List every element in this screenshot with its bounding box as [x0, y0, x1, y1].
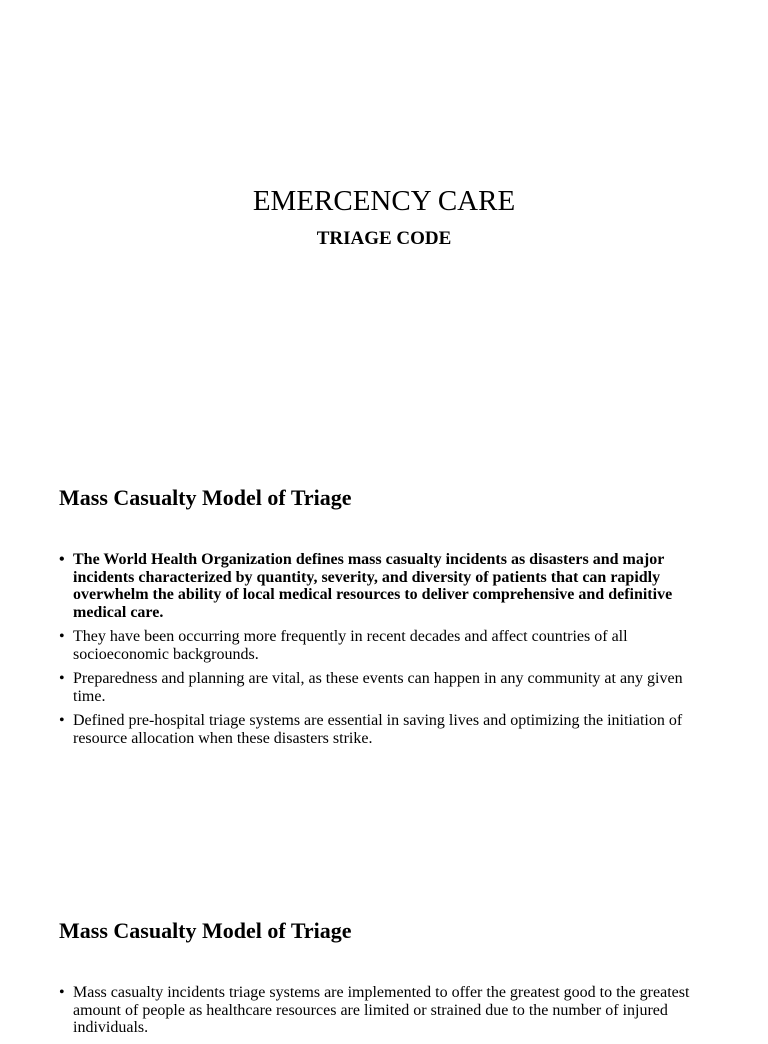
list-item-text: They have been occurring more frequently in recent decades and affect countries of all socioeconomic backgrounds. — [73, 628, 628, 663]
list-item — [59, 984, 699, 1037]
list-item-text: Mass casualty incidents triage systems are implemented to offer the greatest good to the greatest amount of people as healthcare resources are limited or strained due to the number of injured individuals. — [73, 984, 690, 1036]
bullet-icon: • — [59, 551, 65, 568]
bullet-icon: • — [59, 984, 65, 1001]
section-1-bullet-list — [59, 551, 699, 754]
bullet-icon: • — [59, 712, 65, 729]
bullet-icon: • — [59, 628, 65, 645]
section-1-heading: Mass Casualty Model of Triage — [59, 485, 352, 510]
list-item-text: The World Health Organization defines mass casualty incidents as disasters and major incidents characterized by quantity, severity, and diversity of patients that can rapidly overwhelm the ability of local medical resources to deliver comprehensive and definitive medical care. — [73, 551, 673, 621]
bullet-icon: • — [59, 670, 65, 687]
list-item — [59, 670, 699, 705]
cover-subtitle: TRIAGE CODE — [316, 228, 452, 249]
list-item-text: Defined pre-hospital triage systems are essential in saving lives and optimizing the initiation of resource allocation when these disasters strike. — [73, 712, 683, 747]
list-item-text: Preparedness and planning are vital, as these events can happen in any community at any given time. — [73, 670, 683, 705]
list-item — [59, 628, 699, 663]
cover-title: EMERCENCY CARE — [252, 185, 516, 217]
list-item — [59, 551, 699, 621]
section-2-heading: Mass Casualty Model of Triage — [59, 918, 352, 943]
section-2-bullet-list — [59, 984, 699, 1044]
list-item — [59, 712, 699, 747]
